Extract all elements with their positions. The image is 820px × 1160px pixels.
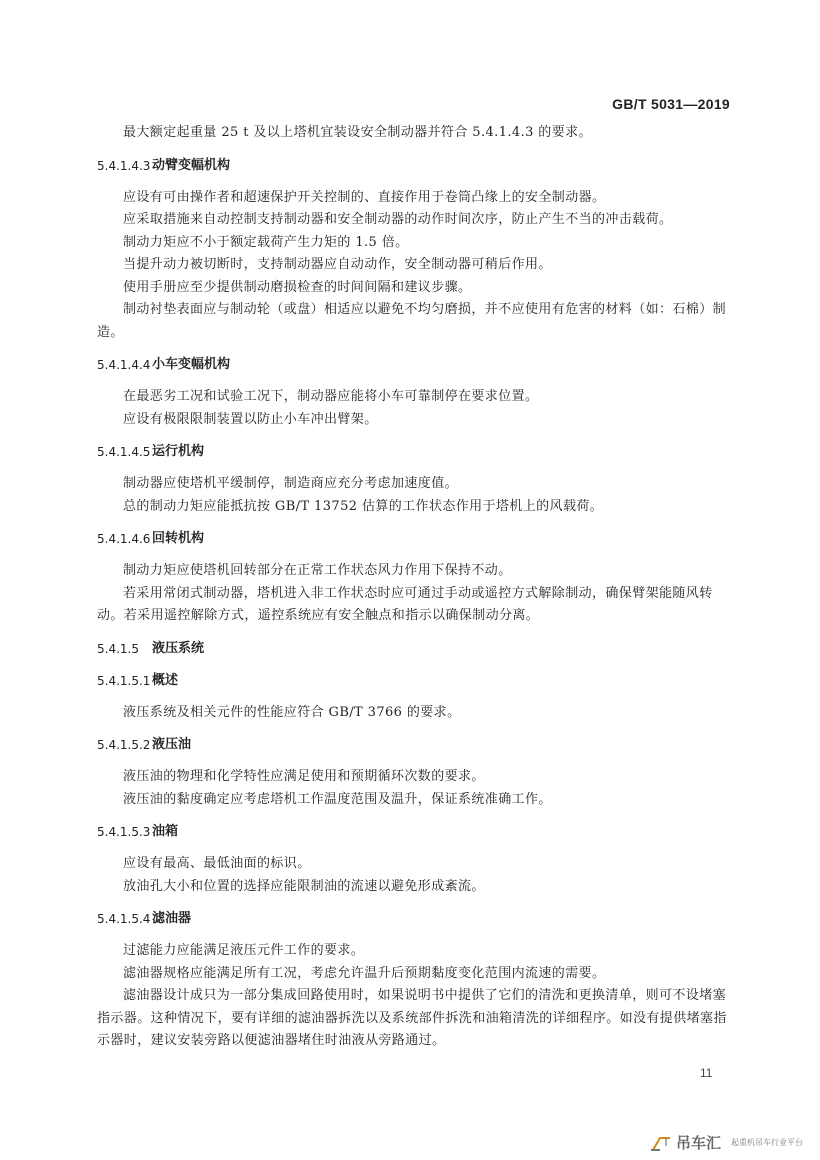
spacer: [97, 660, 735, 670]
section-title: 小车变幅机构: [152, 357, 231, 372]
paragraph: 滤油器规格应能满足所有工况，考虑允许温升后预期黏度变化范围内流速的需要。: [123, 965, 606, 981]
paragraph: 过滤能力应能满足液压元件工作的要求。: [123, 943, 365, 958]
spacer: [97, 177, 735, 187]
section-number: 5.4.1.5.4: [97, 912, 151, 926]
paragraph: 使用手册应至少提供制动磨损检查的时间间隔和建议步骤。: [123, 279, 472, 295]
spacer: [97, 550, 735, 560]
section-title: 油箱: [152, 824, 179, 839]
paragraph: 应设有可由操作者和超速保护开关控制的、直接作用于卷筒凸缘上的安全制动器。: [123, 189, 606, 205]
section-title: 液压油: [152, 737, 192, 752]
section-heading: [97, 638, 735, 660]
paragraph: 应设有极限限制装置以防止小车冲出臂架。: [123, 411, 378, 427]
section-number: 5.4.1.4.6: [97, 532, 151, 546]
paragraph: 最大额定起重量 25 t 及以上塔机宜装设安全制动器并符合 5.4.1.4.3 的要求。: [123, 125, 592, 140]
paragraph: 液压油的物理和化学特性应满足使用和预期循环次数的要求。: [123, 769, 485, 784]
section-number: 5.4.1.5.2: [97, 738, 151, 752]
footer-logo: [650, 1132, 803, 1153]
section-number: 5.4.1.4.3: [97, 158, 151, 173]
paragraph: 液压油的黏度确定应考虑塔机工作温度范围及温升，保证系统准确工作。: [123, 791, 552, 807]
paragraph: 制动力矩应不小于额定载荷产生力矩的 1.5 倍。: [123, 234, 409, 250]
spacer: [97, 344, 735, 354]
spacer: [97, 376, 735, 386]
spacer: [97, 518, 735, 528]
section-heading: [97, 821, 735, 843]
spacer: [97, 811, 735, 821]
section-heading: [97, 734, 735, 756]
spacer: [97, 431, 735, 441]
section-title: 运行机构: [152, 444, 205, 459]
section-heading: [97, 354, 735, 376]
paragraph: 制动力矩应使塔机回转部分在正常工作状态风力作用下保持不动。: [123, 563, 512, 578]
spacer: [97, 724, 735, 734]
standard-code: GB/T 5031—2019: [612, 96, 730, 112]
paragraph: 应采取措施来自动控制支持制动器和安全制动器的动作时间次序，防止产生不当的冲击载荷。: [123, 212, 673, 227]
section-heading: [97, 908, 735, 930]
spacer: [97, 930, 735, 940]
section-title: 动臂变幅机构: [152, 157, 231, 173]
spacer: [97, 145, 735, 155]
section-number: 5.4.1.4.4: [97, 358, 151, 372]
paragraph: 滤油器设计成只为一部分集成回路使用时，如果说明书中提供了它们的清洗和更换清单，则可不设堵塞指示器。这种情况下，要有详细的滤油器拆洗以及系统部件拆洗和油箱清洗的详细程序。如没有提供堵塞指示器时，建议安装旁路以便滤油器堵住时油液从旁路通过。: [97, 988, 727, 1048]
spacer: [97, 692, 735, 702]
section-heading: [97, 441, 735, 463]
spacer: [97, 898, 735, 908]
section-title: 液压系统: [152, 640, 205, 656]
paragraph: 总的制动力矩应能抵抗按 GB/T 13752 估算的工作状态作用于塔机上的风载荷。: [123, 498, 604, 514]
section-title: 回转机构: [152, 531, 205, 546]
spacer: [97, 756, 735, 766]
paragraph: 制动器应使塔机平缓制停，制造商应充分考虑加速度值。: [123, 476, 459, 491]
spacer: [97, 463, 735, 473]
spacer: [97, 628, 735, 638]
paragraph: 放油孔大小和位置的选择应能限制油的流速以避免形成紊流。: [123, 878, 485, 894]
section-heading: [97, 155, 735, 177]
spacer: [97, 843, 735, 853]
document-body: [97, 122, 735, 1053]
paragraph: 应设有最高、最低油面的标识。: [123, 856, 311, 871]
paragraph: 在最恶劣工况和试验工况下，制动器应能将小车可靠制停在要求位置。: [123, 389, 539, 404]
section-number: 5.4.1.4.5: [97, 445, 151, 459]
section-number: 5.4.1.5: [97, 641, 139, 656]
paragraph: 液压系统及相关元件的性能应符合 GB/T 3766 的要求。: [123, 704, 461, 720]
paragraph: 若采用常闭式制动器，塔机进入非工作状态时应可通过手动或遥控方式解除制动，确保臂架能随风转动。若采用遥控解除方式，遥控系统应有安全触点和指示以确保制动分离。: [97, 585, 713, 623]
footer-brand: 吊车汇: [676, 1134, 722, 1152]
section-title: 滤油器: [152, 911, 192, 926]
footer-tagline: 起重机吊车行业平台: [731, 1138, 804, 1147]
section-number: 5.4.1.5.1: [97, 673, 151, 688]
page-number: 11: [700, 1066, 713, 1080]
section-number: 5.4.1.5.3: [97, 825, 151, 839]
section-title: 概述: [152, 672, 179, 688]
crane-logo-icon: [650, 1134, 672, 1152]
section-heading: [97, 528, 735, 550]
paragraph: 制动衬垫表面应与制动轮（或盘）相适应以避免不均匀磨损，并不应使用有危害的材料（如：石棉）制造。: [97, 302, 727, 340]
paragraph: 当提升动力被切断时，支持制动器应自动动作，安全制动器可稍后作用。: [123, 257, 552, 272]
section-heading: [97, 670, 735, 692]
